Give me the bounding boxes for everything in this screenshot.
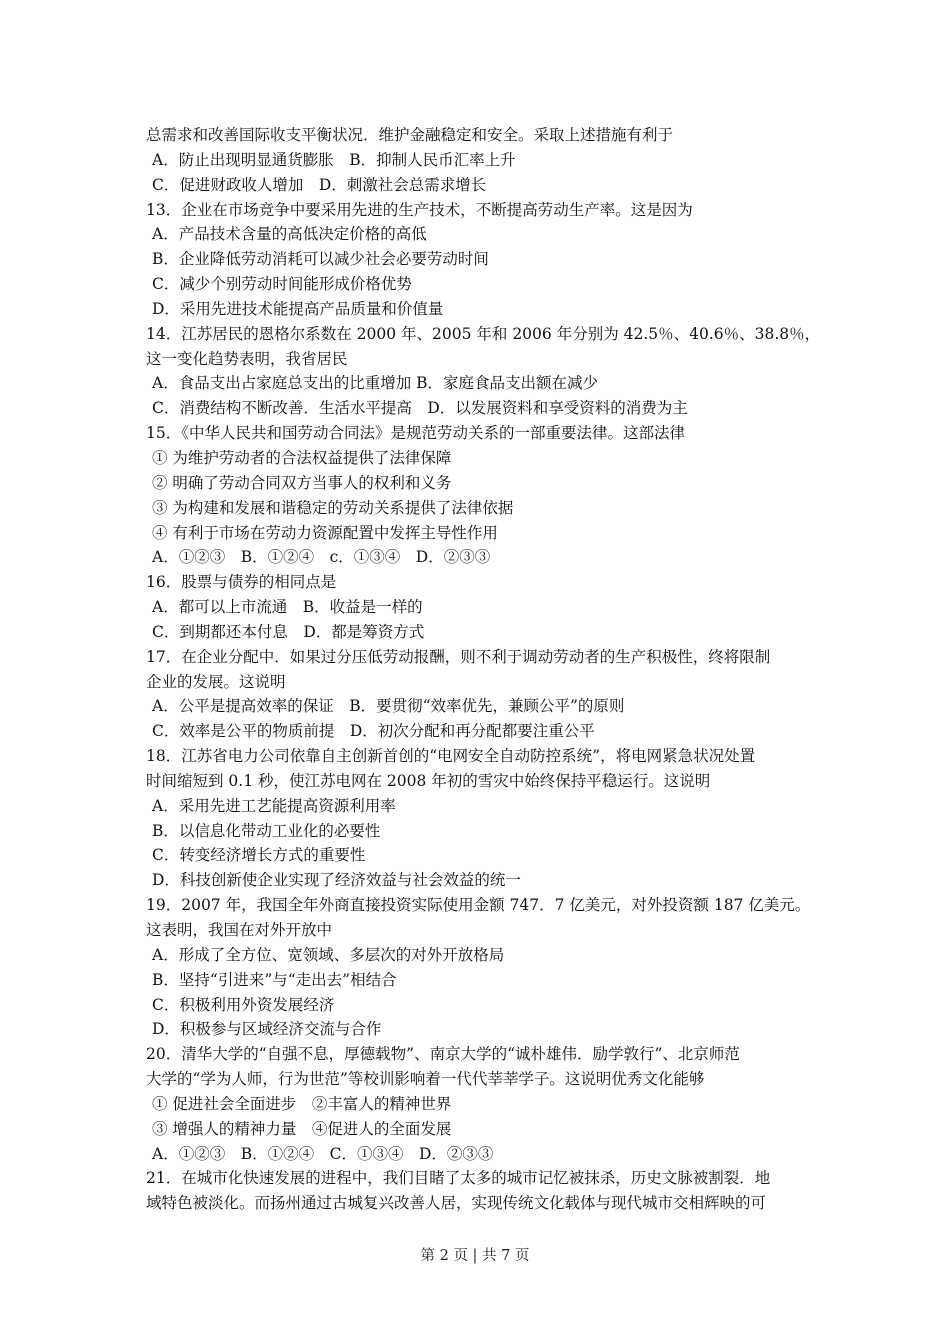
option-line: A．都可以上市流通 B．收益是一样的 [152,598,423,617]
question-line: 总需求和改善国际收支平衡状况．维护金融稳定和安全。采取上述措施有利于 [146,126,674,144]
option-line: A．①②③ B．①②④ c．①③④ D．②③③ [152,548,491,567]
option-line: B．以信息化带动工业化的必要性 [152,821,381,840]
option-line: A．食品支出占家庭总支出的比重增加 B．家庭食品支出额在减少 [152,374,599,393]
option-line: B．企业降低劳动消耗可以减少社会必要劳动时间 [152,250,489,269]
option-line: C．积极利用外资发展经济 [152,995,335,1014]
option-line: A．防止出现明显通货膨胀 B．抑制人民币汇率上升 [152,150,516,169]
option-line: ③ 为构建和发展和谐稳定的劳动关系提供了法律依据 [152,498,514,517]
question-line: 21．在城市化快速发展的进程中，我们目睹了太多的城市记忆被抹杀，历史文脉被割裂．地 [146,1169,771,1188]
question-line: 13．企业在市场竞争中要采用先进的生产技术，不断提高劳动生产率。这是因为 [146,200,693,219]
question-line: 15．《中华人民共和国劳动合同法》是规范劳动关系的一部重要法律。这部法律 [146,424,685,443]
option-line: C．到期都还本付息 D．都是筹资方式 [152,622,425,641]
option-line: C．效率是公平的物质前提 D．初次分配和再分配都要注重公平 [152,722,595,741]
option-line: ② 明确了劳动合同双方当事人的权利和义务 [152,473,452,492]
option-line: A．形成了全方位、宽领域、多层次的对外开放格局 [152,945,505,964]
question-line: 14．江苏居民的恩格尔系数在 2000 年、2005 年和 2006 年分别为 42.5％、40.6％、38.8％， [146,324,821,343]
option-line: ③ 增强人的精神力量 ④促进人的全面发展 [152,1119,452,1138]
question-line: 大学的“学为人师，行为世范”等校训影响着一代代莘莘学子。这说明优秀文化能够 [146,1070,705,1089]
question-line: 域特色被淡化。而扬州通过古城复兴改善人居，实现传统文化载体与现代城市交相辉映的可 [146,1194,767,1213]
option-line: D．积极参与区域经济交流与合作 [152,1020,382,1039]
question-line: 时间缩短到 0.1 秒，使江苏电网在 2008 年初的雪灾中始终保持平稳运行。这说明 [146,771,711,790]
option-line: D．采用先进技术能提高产品质量和价值量 [152,299,444,318]
option-line: C．促进财政收人增加 D．刺激社会总需求增长 [152,175,487,194]
option-line: C．减少个别劳动时间能形成价格优势 [152,275,412,294]
question-line: 企业的发展。这说明 [146,672,286,691]
option-line: ④ 有利于市场在劳动力资源配置中发挥主导性作用 [152,523,498,542]
question-line: 20．清华大学的“自强不息，厚德载物”、南京大学的“诚朴雄伟．励学敦行”、北京师范 [146,1045,740,1064]
question-line: 17．在企业分配中．如果过分压低劳动报酬，则不利于调动劳动者的生产积极性，终将限制 [146,647,771,666]
option-line: C．消费结构不断改善．生活水平提高 D．以发展资料和享受资料的消费为主 [152,399,688,418]
option-line: B．坚持“引进来”与“走出去”相结合 [152,970,397,989]
page-content [146,123,846,1216]
question-line: 19．2007 年，我国全年外商直接投资实际使用金额 747．7 亿美元，对外投资额 187 亿美元。 [146,896,811,915]
option-line: ① 为维护劳动者的合法权益提供了法律保障 [152,448,452,467]
question-line: 这表明，我国在对外开放中 [146,921,333,939]
question-line: 18．江苏省电力公司依靠自主创新首创的“电网安全自动防控系统”，将电网紧急状况处置 [146,747,756,766]
option-line: D．科技创新使企业实现了经济效益与社会效益的统一 [152,871,521,890]
option-line: A．产品技术含量的高低决定价格的高低 [152,225,427,244]
option-line: A．采用先进工艺能提高资源利用率 [152,796,396,815]
question-line: 16．股票与债券的相同点是 [146,573,337,592]
option-line: A．①②③ B．①②④ C．①③④ D．②③③ [152,1144,494,1163]
option-line: A．公平是提高效率的保证 B．要贯彻“效率优先，兼顾公平”的原则 [152,697,625,716]
page-footer: 第 2 页 | 共 7 页 [420,1248,530,1264]
option-line: C．转变经济增长方式的重要性 [152,846,366,865]
option-line: ① 促进社会全面进步 ②丰富人的精神世界 [152,1094,452,1113]
question-line: 这一变化趋势表明，我省居民 [146,349,348,368]
